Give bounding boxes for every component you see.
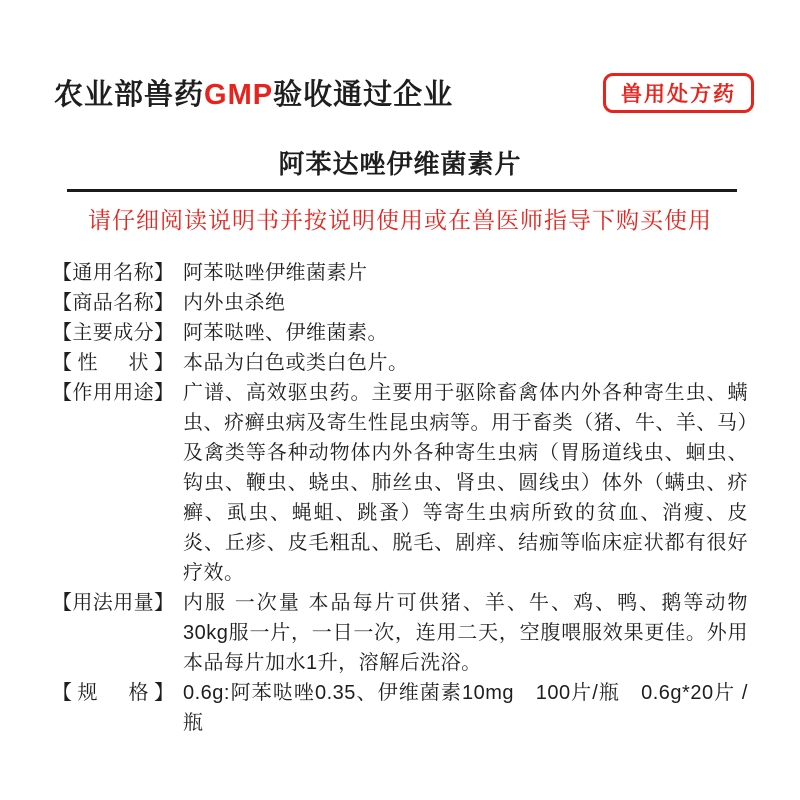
header-row [54,72,754,113]
field-label: 【商品名称】 [52,292,174,314]
gmp-highlight: GMP [204,79,274,111]
company-suffix: 验收通过企业 [273,79,454,111]
field-value: 内外虫杀绝 [183,292,286,314]
field-row [52,258,752,288]
field-label: 【用法用量】 [52,592,174,614]
field-value: 0.6g:阿苯哒唑0.35、伊维菌素10mg 100片/瓶 0.6g*20片 / 瓶 [183,682,748,734]
field-row [52,348,752,378]
field-value: 广谱、高效驱虫药。主要用于驱除畜禽体内外各种寄生虫、螨虫、疥癣虫病及寄生性昆虫病等。用于畜类（猪、牛、羊、马）及禽类等各种动物体内外各种寄生虫病（胃肠道线虫、蛔虫、钩虫、鞭虫、蛲虫、肺丝虫、肾虫、圆线虫）体外（螨虫、疥癣、虱虫、蝇蛆、跳蚤）等寄生虫病所致的贫血、消瘦、皮炎、丘疹、皮毛粗乱、脱毛、剧痒、结痂等临床症状都有很好疗效。 [183,382,748,584]
field-value: 阿苯哒唑伊维菌素片 [183,262,368,284]
field-row [52,288,752,318]
field-list [52,258,752,738]
field-label: 【规 格】 [52,682,174,704]
prescription-drug-badge: 兽用处方药 [603,73,754,113]
field-row [52,678,752,738]
field-row [52,318,752,348]
field-row [52,588,752,678]
field-label: 【性 状】 [52,352,174,374]
field-label: 【作用用途】 [52,382,174,404]
field-label: 【主要成分】 [52,322,174,344]
field-value: 阿苯哒唑、伊维菌素。 [183,322,388,344]
field-row [52,378,752,588]
company-prefix: 农业部兽药 [54,79,205,111]
divider-line [67,189,737,192]
usage-warning-notice: 请仔细阅读说明书并按说明使用或在兽医师指导下购买使用 [88,207,712,233]
field-value: 本品为白色或类白色片。 [183,352,409,374]
gmp-certification-text [54,72,453,113]
field-label: 【通用名称】 [52,262,174,284]
product-title: 阿苯达唑伊维菌素片 [278,149,522,179]
field-value: 内服 一次量 本品每片可供猪、羊、牛、鸡、鸭、鹅等动物30kg服一片，一日一次，连用二天，空腹喂服效果更佳。外用本品每片加水1升，溶解后洗浴。 [183,592,748,674]
